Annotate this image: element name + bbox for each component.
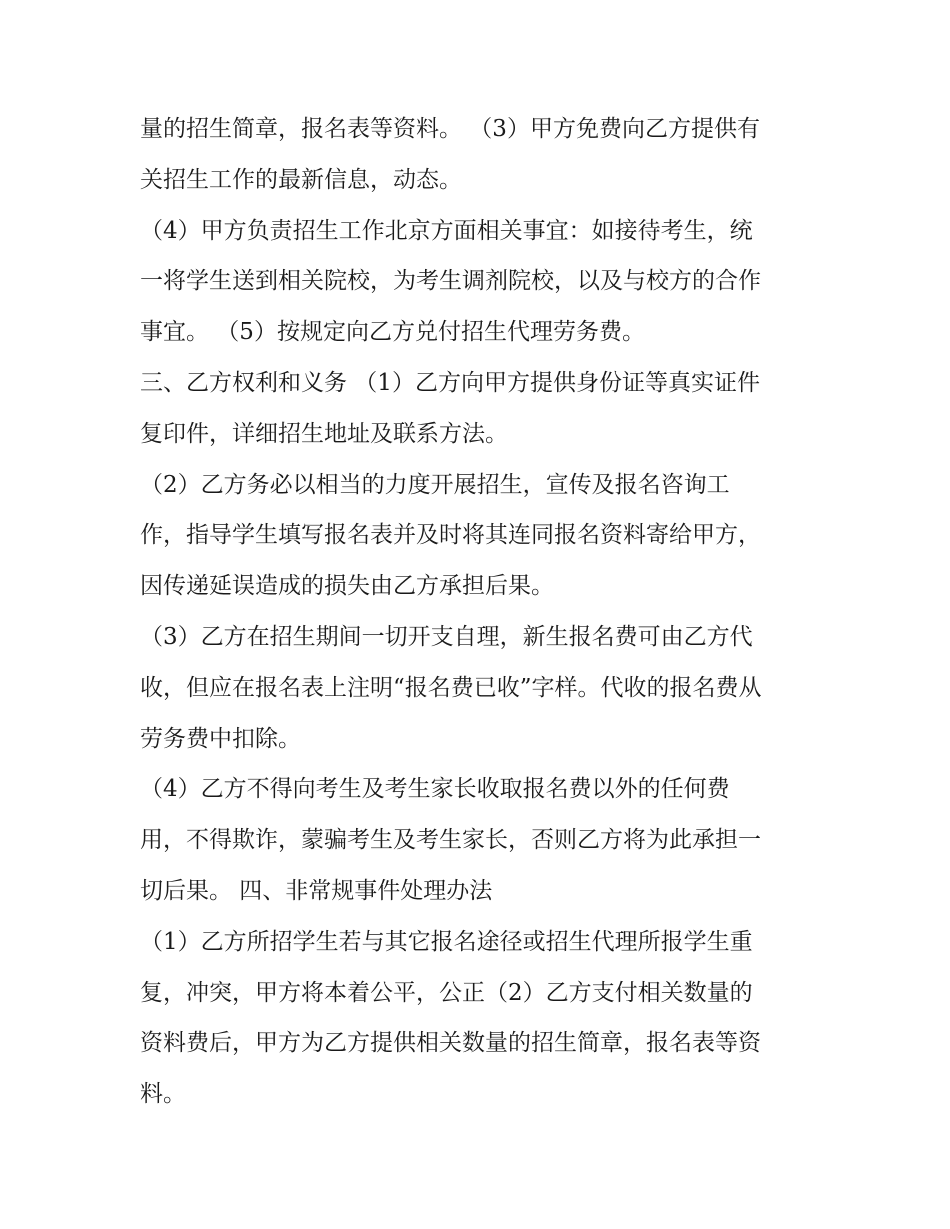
text-line: （3）乙方在招生期间一切开支自理，新生报名费可由乙方代 <box>140 623 753 650</box>
text-line: （2）乙方务必以相当的力度开展招生，宣传及报名咨询工 <box>140 471 730 498</box>
text-line: 作，指导学生填写报名表并及时将其连同报名资料寄给甲方， <box>140 522 761 549</box>
text-line: 料。 <box>140 1081 186 1108</box>
text-line: （4）甲方负责招生工作北京方面相关事宜：如接待考生，统 <box>140 217 753 244</box>
text-line: 资料费后，甲方为乙方提供相关数量的招生简章，报名表等资 <box>140 1030 761 1057</box>
text-line: 复，冲突，甲方将本着公平，公正（2）乙方支付相关数量的 <box>140 979 753 1006</box>
text-line: （1）乙方所招学生若与其它报名途径或招生代理所报学生重 <box>140 928 753 955</box>
text-line: 三、乙方权利和义务 （1）乙方向甲方提供身份证等真实证件 <box>140 369 760 396</box>
text-line: 用，不得欺诈，蒙骗考生及考生家长，否则乙方将为此承担一 <box>140 827 761 854</box>
text-line: 因传递延误造成的损失由乙方承担后果。 <box>140 573 554 600</box>
text-line: 复印件，详细招生地址及联系方法。 <box>140 420 508 447</box>
text-line: （4）乙方不得向考生及考生家长收取报名费以外的任何费 <box>140 776 730 803</box>
text-line: 关招生工作的最新信息，动态。 <box>140 166 462 193</box>
text-line: 量的招生简章，报名表等资料。 （3）甲方免费向乙方提供有 <box>140 116 760 142</box>
text-line: 劳务费中扣除。 <box>140 725 301 752</box>
text-line: 切后果。 四、非常规事件处理办法 <box>140 877 493 904</box>
text-line: 一将学生送到相关院校，为考生调剂院校，以及与校方的合作 <box>140 268 761 295</box>
text-line: 收，但应在报名表上注明“报名费已收”字样。代收的报名费从 <box>140 674 762 701</box>
document-body <box>140 104 820 1120</box>
text-line: 事宜。 （5）按规定向乙方兑付招生代理劳务费。 <box>140 319 645 346</box>
